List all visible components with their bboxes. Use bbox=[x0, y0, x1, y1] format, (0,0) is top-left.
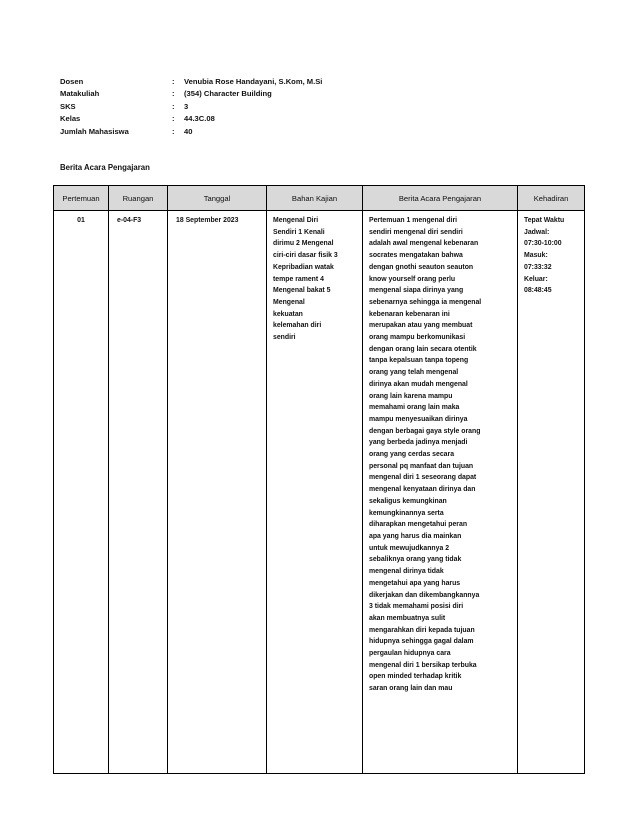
info-key: SKS bbox=[60, 101, 76, 111]
berita-acara-line: mengenal dirinya tidak bbox=[369, 568, 444, 576]
berita-acara-line: sebenarnya sehingga ia mengenal bbox=[369, 298, 482, 306]
info-row bbox=[60, 101, 322, 113]
info-value: 3 bbox=[184, 101, 189, 111]
info-key: Matakuliah bbox=[60, 89, 100, 99]
kehadiran-line: Keluar: bbox=[524, 275, 548, 283]
bahan-kajian-line: kelemahan diri bbox=[273, 322, 322, 330]
table-header-row bbox=[54, 186, 585, 211]
berita-acara-line: kemungkinannya serta bbox=[369, 509, 444, 517]
cell-berita-acara bbox=[363, 211, 518, 774]
info-colon: : bbox=[172, 89, 175, 99]
table-row bbox=[54, 211, 585, 774]
kehadiran-line: Jadwal: bbox=[524, 228, 550, 236]
header-pertemuan: Pertemuan bbox=[54, 186, 109, 211]
berita-acara-line: sebaliknya orang yang tidak bbox=[369, 556, 462, 564]
berita-acara-line: mengarahkan diri kepada tujuan bbox=[369, 626, 475, 634]
berita-acara-line: Pertemuan 1 mengenal diri bbox=[369, 217, 458, 224]
bahan-kajian-line: ciri-ciri dasar fisik 3 bbox=[273, 252, 338, 260]
berita-acara-line: dengan gnothi seauton seauton bbox=[369, 263, 474, 271]
info-key: Dosen bbox=[60, 77, 84, 86]
berita-acara-line: 3 tidak memahami posisi diri bbox=[369, 603, 464, 611]
bahan-kajian-line: dirimu 2 Mengenal bbox=[273, 240, 334, 248]
bahan-kajian-line: Mengenal bbox=[273, 298, 305, 306]
berita-acara-line: kebenaran kebenaran ini bbox=[369, 310, 450, 318]
berita-acara-line: orang lain karena mampu bbox=[369, 392, 453, 400]
info-row bbox=[60, 113, 322, 125]
berita-acara-line: mengetahui apa yang harus bbox=[369, 579, 461, 587]
kehadiran-line: 07:33:32 bbox=[524, 263, 552, 271]
berita-acara-line: mengenal diri 1 bersikap terbuka bbox=[369, 661, 477, 669]
cell-tanggal: 18 September 2023 bbox=[168, 211, 267, 774]
header-berita-acara: Berita Acara Pengajaran bbox=[363, 186, 518, 211]
berita-acara-line: orang yang telah mengenal bbox=[369, 369, 459, 377]
berita-acara-line: hidupnya sehingga gagal dalam bbox=[369, 638, 474, 646]
kehadiran-line: Tepat Waktu bbox=[524, 217, 565, 224]
bahan-kajian-line: sendiri bbox=[273, 334, 296, 342]
info-colon: : bbox=[172, 126, 175, 136]
berita-acara-line: mengenal siapa dirinya yang bbox=[369, 287, 464, 295]
info-value: Venubia Rose Handayani, S.Kom, M.Si bbox=[184, 77, 323, 86]
berita-acara-line: adalah awal mengenal kebenaran bbox=[369, 240, 479, 248]
kehadiran-line: 07:30-10:00 bbox=[524, 240, 562, 248]
course-info bbox=[60, 76, 322, 138]
berita-acara-line: mengenal kenyataan dirinya dan bbox=[369, 486, 476, 494]
info-colon: : bbox=[172, 114, 175, 124]
berita-acara-line: sendiri mengenal diri sendiri bbox=[369, 228, 463, 236]
berita-acara-line: memahami orang lain maka bbox=[369, 404, 460, 412]
cell-kehadiran bbox=[518, 211, 585, 774]
header-bahan-kajian: Bahan Kajian bbox=[267, 186, 363, 211]
berita-acara-line: dikerjakan dan dikembangkannya bbox=[369, 591, 480, 599]
header-tanggal: Tanggal bbox=[168, 186, 267, 211]
info-value: 44.3C.08 bbox=[184, 114, 215, 124]
berita-acara-line: mampu menyesuaikan dirinya bbox=[369, 415, 468, 423]
header-ruangan: Ruangan bbox=[109, 186, 168, 211]
info-row bbox=[60, 126, 322, 138]
info-colon: : bbox=[172, 77, 175, 86]
berita-acara-line: know yourself orang perlu bbox=[369, 275, 456, 283]
info-row bbox=[60, 88, 322, 100]
berita-acara-line: pergaulan hidupnya cara bbox=[369, 650, 451, 658]
info-row bbox=[60, 76, 322, 88]
berita-acara-line: dengan berbagai gaya style orang bbox=[369, 427, 481, 435]
info-key: Jumlah Mahasiswa bbox=[60, 126, 129, 136]
berita-acara-line: sekaligus kemungkinan bbox=[369, 497, 447, 505]
berita-acara-line: untuk mewujudkannya 2 bbox=[369, 544, 450, 552]
berita-acara-line: open minded terhadap kritik bbox=[369, 673, 462, 681]
berita-acara-line: apa yang harus dia mainkan bbox=[369, 532, 462, 540]
berita-acara-line: personal pq manfaat dan tujuan bbox=[369, 462, 474, 470]
berita-acara-line: orang mampu berkomunikasi bbox=[369, 334, 466, 342]
section-title: Berita Acara Pengajaran bbox=[60, 163, 150, 172]
teaching-record-table bbox=[53, 185, 585, 774]
berita-acara-line: merupakan atau yang membuat bbox=[369, 322, 473, 330]
cell-bahan-kajian bbox=[267, 211, 363, 774]
info-colon: : bbox=[172, 101, 175, 111]
info-value: (354) Character Building bbox=[184, 89, 272, 99]
berita-acara-line: akan membuatnya sulit bbox=[369, 614, 446, 622]
info-value: 40 bbox=[184, 126, 193, 136]
header-kehadiran: Kehadiran bbox=[518, 186, 585, 211]
berita-acara-line: socrates mengatakan bahwa bbox=[369, 252, 463, 260]
bahan-kajian-line: Sendiri 1 Kenali bbox=[273, 228, 325, 236]
berita-acara-line: dirinya akan mudah mengenal bbox=[369, 380, 468, 388]
kehadiran-line: Masuk: bbox=[524, 252, 548, 260]
berita-acara-line: tanpa kepalsuan tanpa topeng bbox=[369, 357, 469, 365]
bahan-kajian-line: tempe rament 4 bbox=[273, 275, 324, 283]
berita-acara-line: mengenal diri 1 seseorang dapat bbox=[369, 474, 477, 482]
cell-pertemuan: 01 bbox=[54, 211, 109, 774]
bahan-kajian-line: kekuatan bbox=[273, 310, 303, 318]
bahan-kajian-line: Kepribadian watak bbox=[273, 263, 334, 271]
bahan-kajian-line: Mengenal bakat 5 bbox=[273, 287, 331, 295]
kehadiran-line: 08:48:45 bbox=[524, 287, 552, 295]
berita-acara-line: saran orang lain dan mau bbox=[369, 685, 453, 693]
berita-acara-line: orang yang cerdas secara bbox=[369, 451, 455, 459]
info-key: Kelas bbox=[60, 114, 81, 124]
bahan-kajian-line: Mengenal Diri bbox=[273, 217, 319, 224]
berita-acara-line: dengan orang lain secara otentik bbox=[369, 345, 477, 353]
cell-ruangan: e-04-F3 bbox=[109, 211, 168, 774]
berita-acara-line: diharapkan mengetahui peran bbox=[369, 521, 468, 529]
berita-acara-line: yang berbeda jadinya menjadi bbox=[369, 439, 468, 447]
